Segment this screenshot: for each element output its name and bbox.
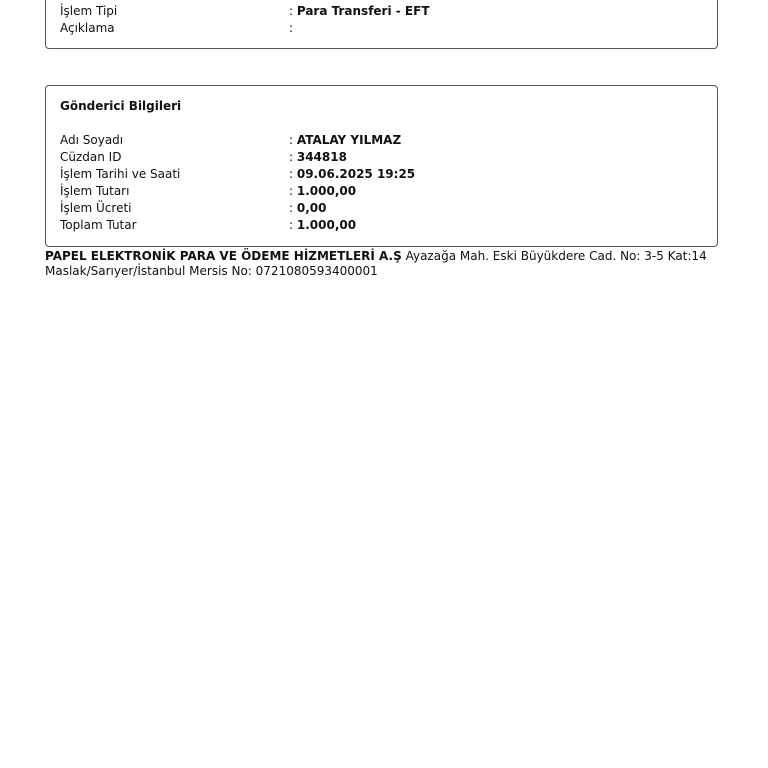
row-value-text: 344818 — [296, 150, 347, 164]
row-value-text: 0,00 — [296, 201, 327, 215]
row-value: : ATALAY YILMAZ — [289, 133, 402, 147]
info-row-aciklama — [60, 20, 703, 37]
company-address: Ayazağa Mah. Eski Büyükdere Cad. No: 3-5 Kat:14 Maslak/Sarıyer/İstanbul Mersis No: 0721080593400001 — [45, 249, 707, 278]
row-value-text: 1.000,00 — [296, 218, 357, 232]
row-value-text: 1.000,00 — [296, 184, 357, 198]
info-row-islem-tipi — [60, 3, 703, 20]
row-value: : 0,00 — [289, 201, 327, 215]
row-label: İşlem Ücreti — [60, 201, 132, 215]
row-value: : 1.000,00 — [289, 218, 357, 232]
sender-row-datetime — [60, 166, 703, 183]
row-label: İşlem Tutarı — [60, 184, 130, 198]
row-value: : 344818 — [289, 150, 347, 164]
sender-section-title: Gönderici Bilgileri — [60, 99, 182, 113]
row-label: Açıklama — [60, 21, 115, 35]
row-label: Adı Soyadı — [60, 133, 124, 147]
company-name: PAPEL ELEKTRONİK PARA VE ÖDEME HİZMETLERİ A.Ş — [45, 249, 402, 263]
row-value: : — [289, 21, 294, 35]
sender-row-wallet-id — [60, 149, 703, 166]
row-value-text: ATALAY YILMAZ — [296, 133, 402, 147]
row-value-text: 09.06.2025 19:25 — [296, 167, 416, 181]
row-value: : 09.06.2025 19:25 — [289, 167, 416, 181]
row-label: İşlem Tarihi ve Saati — [60, 167, 181, 181]
sender-row-name — [60, 132, 703, 149]
transaction-info-box — [45, 0, 718, 49]
sender-row-amount — [60, 183, 703, 200]
sender-info-box — [45, 85, 718, 247]
row-label: Toplam Tutar — [60, 218, 137, 232]
company-footer — [45, 249, 725, 279]
sender-row-total — [60, 217, 703, 234]
row-label: Cüzdan ID — [60, 150, 122, 164]
row-value: : Para Transferi - EFT — [289, 4, 430, 18]
sender-row-fee — [60, 200, 703, 217]
row-value: : 1.000,00 — [289, 184, 357, 198]
row-value-text: Para Transferi - EFT — [296, 4, 430, 18]
row-label: İşlem Tipi — [60, 4, 118, 18]
